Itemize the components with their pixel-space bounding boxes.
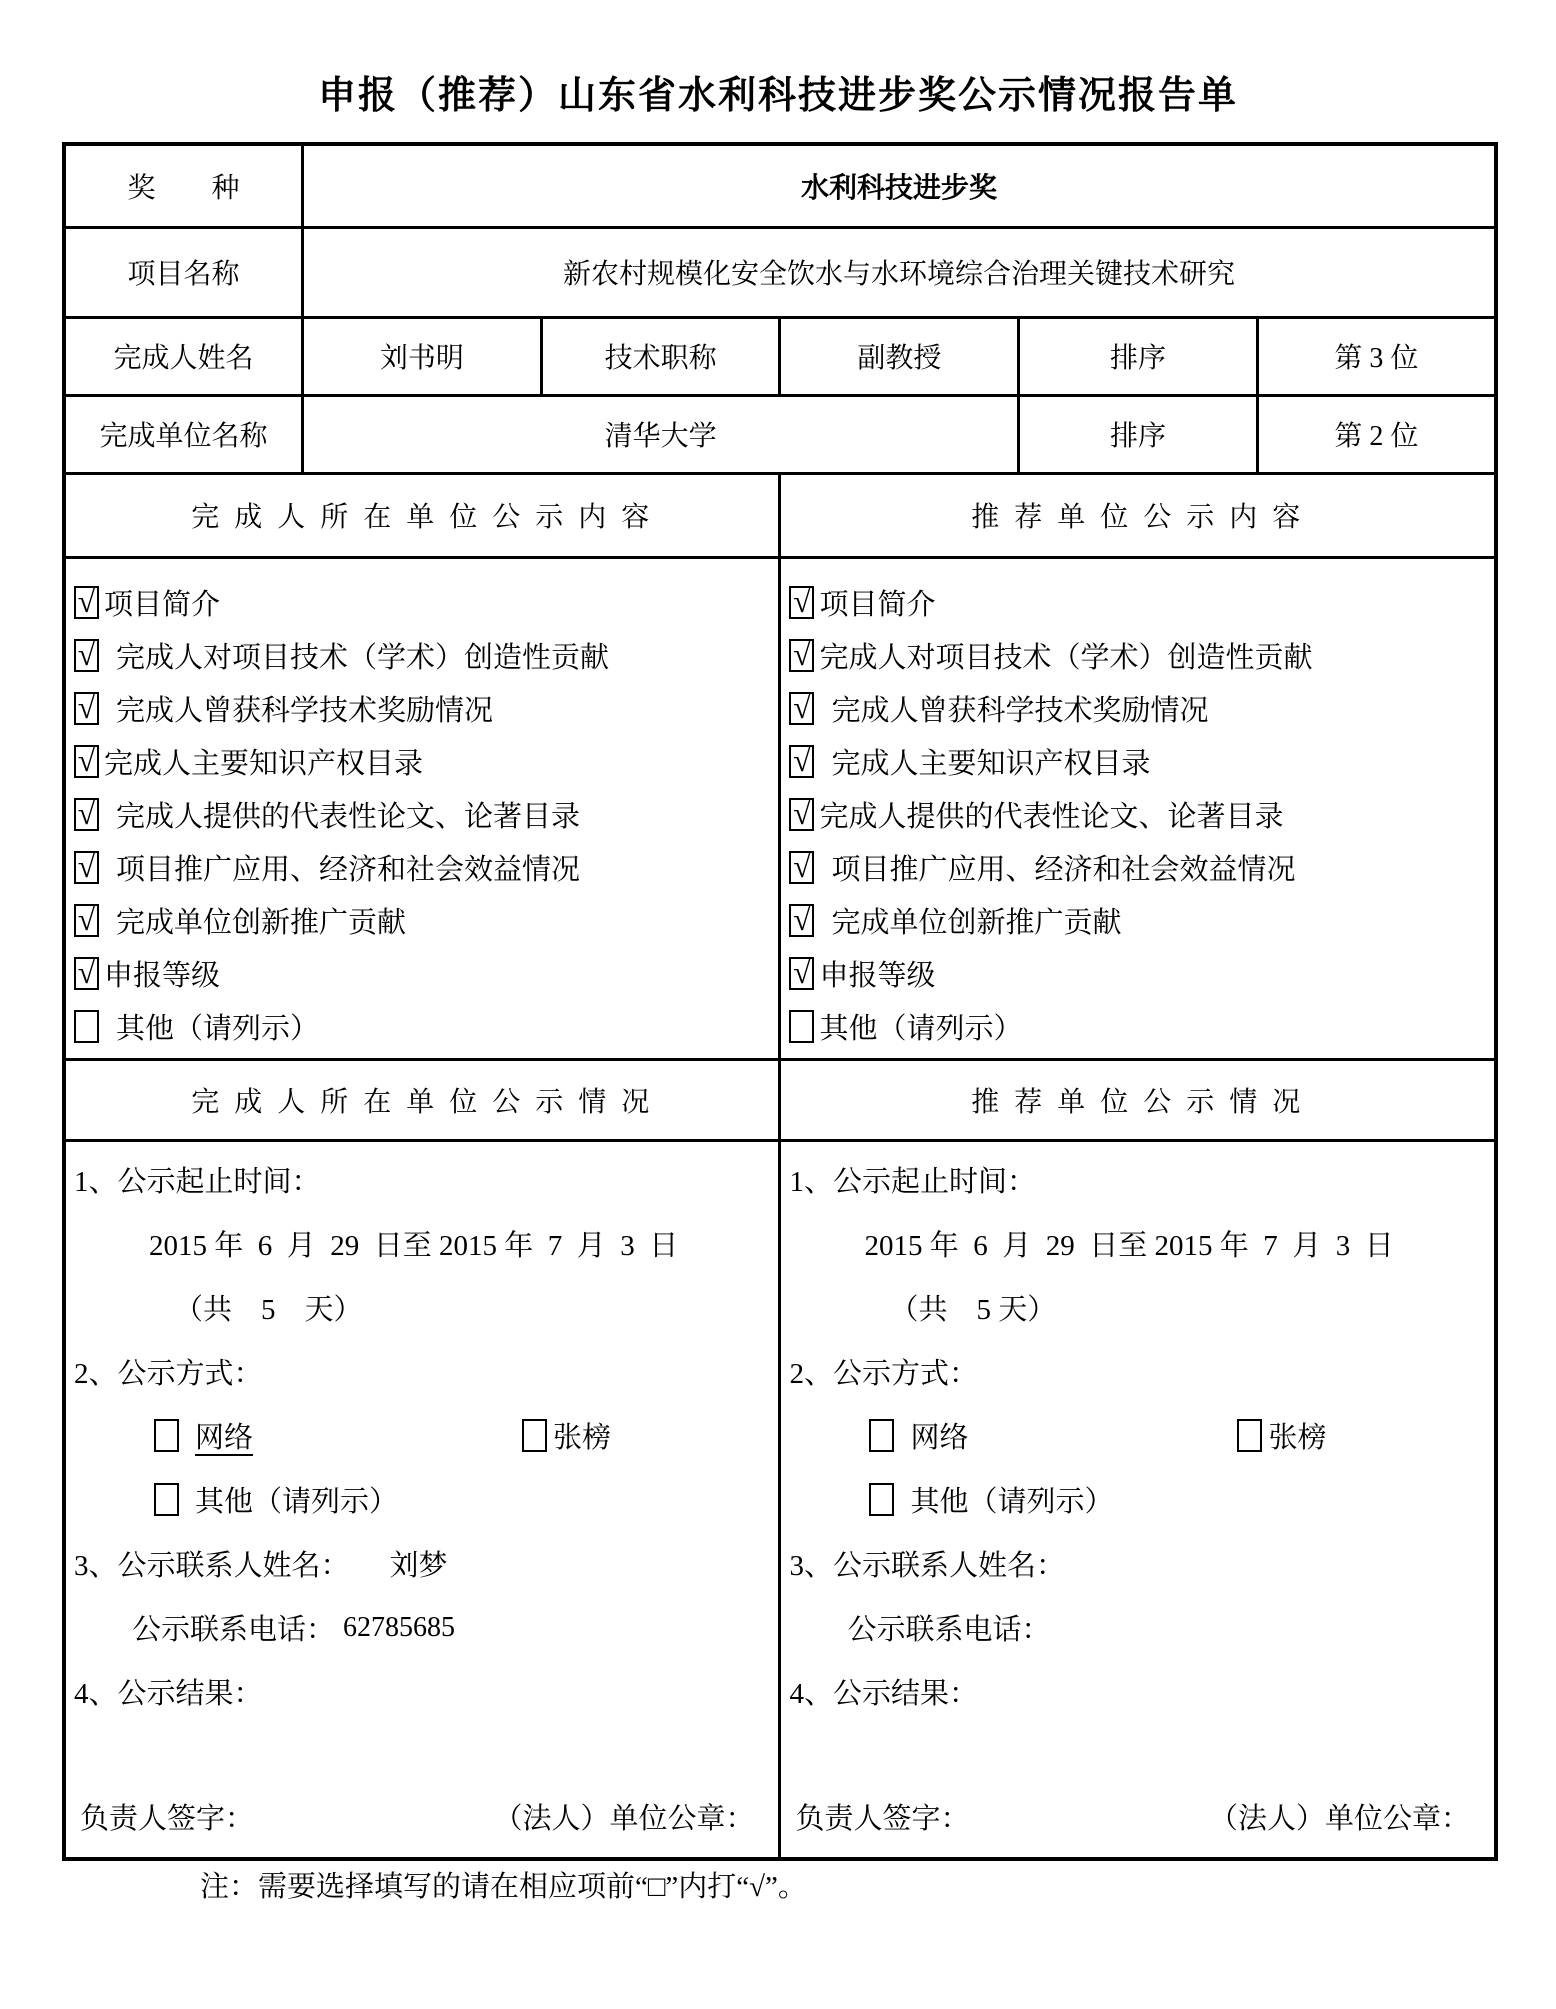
- publicity-method-options: [74, 1404, 768, 1468]
- tech-title-label: 技术职称: [541, 317, 780, 395]
- checked-checkbox-icon: [74, 636, 99, 672]
- checked-checkbox-icon: [789, 848, 814, 884]
- contact-name-label: 3、公示联系人姓名：: [74, 1550, 350, 1582]
- unit-name-value: 清华大学: [303, 395, 1019, 473]
- status-detail-row: [64, 1140, 1496, 1859]
- checked-checkbox-icon: [74, 742, 99, 778]
- other-option-label: 其他（请列示）: [195, 1486, 399, 1518]
- contact-phone-value: 62785685: [343, 1611, 456, 1643]
- completer-unit-content-header: 完 成 人 所 在 单 位 公 示 内 容: [64, 473, 780, 557]
- checklist-item-label: 项目推广应用、经济和社会效益情况: [116, 853, 581, 886]
- network-checkbox-icon: [869, 1419, 894, 1452]
- contact-name-line: [74, 1532, 768, 1596]
- publicity-method-label: 2、公示方式：: [74, 1358, 263, 1390]
- tech-title-value: 副教授: [780, 317, 1019, 395]
- contact-phone-line: [789, 1596, 1484, 1660]
- checked-checkbox-icon: [789, 954, 814, 990]
- checklist-item-label: 完成人提供的代表性论文、论著目录: [116, 800, 581, 833]
- checklist-item: [74, 576, 772, 629]
- unit-rank-label: 排序: [1019, 395, 1258, 473]
- unit-seal-label: （法人）单位公章：: [493, 1803, 755, 1835]
- award-type-value: 水利科技进步奖: [303, 144, 1496, 227]
- banner-checkbox-icon: [522, 1419, 547, 1452]
- checked-checkbox-icon: [74, 583, 99, 619]
- checked-checkbox-icon: [74, 689, 99, 725]
- unit-seal-label: （法人）单位公章：: [1208, 1803, 1470, 1835]
- checklist-item-label: 项目简介: [104, 588, 221, 621]
- checklist-item-label: 项目推广应用、经济和社会效益情况: [831, 853, 1296, 886]
- unchecked-checkbox-icon: [789, 1010, 814, 1043]
- page-title: 申报（推荐）山东省水利科技进步奖公示情况报告单: [317, 75, 1238, 117]
- checklist-item-label: 完成人曾获科学技术奖励情况: [831, 694, 1209, 727]
- check-mark: √: [77, 848, 96, 884]
- checklist-item-label: 完成人主要知识产权目录: [831, 747, 1151, 780]
- unit-rank-value: 第 2 位: [1257, 395, 1496, 473]
- unit-name-label: 完成单位名称: [64, 395, 303, 473]
- checked-checkbox-icon: [789, 742, 814, 778]
- publicity-result-label: 4、公示结果：: [74, 1678, 263, 1710]
- publicity-period-label: 1、公示起止时间：: [789, 1166, 1036, 1198]
- checklist-item: [789, 1000, 1488, 1053]
- completer-unit-checklist: [66, 564, 778, 1053]
- checklist-item: [789, 682, 1488, 735]
- check-mark: √: [793, 583, 811, 619]
- report-form-table: [62, 142, 1498, 1861]
- publicity-period-days: （共 5 天）: [889, 1294, 1057, 1326]
- checklist-item-label: 完成单位创新推广贡献: [831, 906, 1122, 939]
- checklist-item: [789, 894, 1488, 947]
- completer-name-value: 刘书明: [303, 317, 542, 395]
- check-mark: √: [77, 583, 96, 619]
- check-mark: √: [793, 689, 811, 725]
- check-mark: √: [793, 901, 811, 937]
- checked-checkbox-icon: [789, 583, 814, 619]
- checklist-item: [74, 788, 772, 841]
- check-mark: √: [793, 742, 811, 778]
- publicity-period-dates: 2015 年 6 月 29 日至 2015 年 7 月 3 日: [149, 1230, 679, 1262]
- checklist-item: [74, 682, 772, 735]
- signature-line: [74, 1787, 768, 1851]
- unit-row: [64, 395, 1496, 473]
- completer-unit-status-header: 完 成 人 所 在 单 位 公 示 情 况: [64, 1059, 780, 1140]
- check-mark: √: [77, 636, 96, 672]
- check-mark: √: [77, 742, 96, 778]
- checklist-item: [74, 1000, 772, 1053]
- check-mark: √: [793, 954, 811, 990]
- publicity-result-label: 4、公示结果：: [789, 1678, 978, 1710]
- checklist-item: [789, 576, 1488, 629]
- project-name-row: [64, 227, 1496, 317]
- checklist-item-label: 完成人曾获科学技术奖励情况: [116, 694, 494, 727]
- checklist-item: [74, 947, 772, 1000]
- contact-name-line: [789, 1532, 1484, 1596]
- checked-checkbox-icon: [74, 848, 99, 884]
- responsible-signature-label: 负责人签字：: [795, 1803, 970, 1835]
- recommender-unit-checklist-cell: [780, 557, 1496, 1059]
- recommender-unit-checklist: [781, 564, 1494, 1053]
- completer-rank-value: 第 3 位: [1257, 317, 1496, 395]
- contact-phone-label: 公示联系电话：: [847, 1614, 1051, 1646]
- completer-rank-label: 排序: [1019, 317, 1258, 395]
- check-mark: √: [77, 901, 96, 937]
- checklist-item: [74, 629, 772, 682]
- content-checklist-row: [64, 557, 1496, 1059]
- completer-unit-status-cell: [64, 1140, 780, 1859]
- checklist-item: [789, 788, 1488, 841]
- checklist-item: [789, 841, 1488, 894]
- completer-row: [64, 317, 1496, 395]
- completer-name-label: 完成人姓名: [64, 317, 303, 395]
- checklist-item: [789, 947, 1488, 1000]
- checklist-item: [74, 735, 772, 788]
- check-mark: √: [793, 795, 811, 831]
- checklist-item-label: 其他（请列示）: [116, 1012, 320, 1045]
- content-header-row: [64, 473, 1496, 557]
- checked-checkbox-icon: [74, 901, 99, 937]
- contact-phone-label: 公示联系电话：: [132, 1614, 336, 1646]
- checked-checkbox-icon: [789, 795, 814, 831]
- checklist-item-label: 完成单位创新推广贡献: [116, 906, 407, 939]
- checked-checkbox-icon: [789, 636, 814, 672]
- recommender-unit-status-header: 推 荐 单 位 公 示 情 况: [780, 1059, 1496, 1140]
- checklist-item-label: 申报等级: [104, 959, 221, 992]
- check-mark: √: [77, 954, 96, 990]
- checklist-item-label: 完成人提供的代表性论文、论著目录: [819, 800, 1284, 833]
- unchecked-checkbox-icon: [74, 1010, 99, 1043]
- checklist-item-label: 申报等级: [819, 959, 936, 992]
- checklist-item-label: 其他（请列示）: [819, 1012, 1023, 1045]
- other-checkbox-icon: [869, 1483, 894, 1516]
- checklist-item-label: 完成人对项目技术（学术）创造性贡献: [819, 641, 1313, 674]
- check-mark: √: [77, 689, 96, 725]
- contact-phone-line: [74, 1596, 768, 1660]
- check-mark: √: [793, 848, 811, 884]
- publicity-period-dates: 2015 年 6 月 29 日至 2015 年 7 月 3 日: [864, 1230, 1394, 1262]
- checklist-item: [789, 629, 1488, 682]
- publicity-period-days: （共 5 天）: [174, 1294, 363, 1326]
- check-mark: √: [793, 636, 811, 672]
- footnote: 注：需要选择填写的请在相应项前“□”内打“√”。: [200, 1871, 807, 1903]
- checklist-item-label: 项目简介: [819, 588, 936, 621]
- banner-checkbox-icon: [1237, 1419, 1262, 1452]
- checked-checkbox-icon: [74, 795, 99, 831]
- other-option-label: 其他（请列示）: [910, 1486, 1114, 1518]
- checklist-item-label: 完成人对项目技术（学术）创造性贡献: [116, 641, 610, 674]
- checklist-item: [74, 894, 772, 947]
- recommender-unit-content-header: 推 荐 单 位 公 示 内 容: [780, 473, 1496, 557]
- award-type-label: 奖 种: [64, 144, 303, 227]
- responsible-signature-label: 负责人签字：: [80, 1803, 255, 1835]
- network-option-label: 网络: [910, 1422, 969, 1454]
- checked-checkbox-icon: [789, 689, 814, 725]
- publicity-method-other: [74, 1468, 768, 1532]
- contact-name-label: 3、公示联系人姓名：: [789, 1550, 1065, 1582]
- banner-option-label: 张榜: [1268, 1422, 1327, 1454]
- network-checkbox-icon: [154, 1419, 179, 1452]
- completer-unit-checklist-cell: [64, 557, 780, 1059]
- recommender-unit-status-cell: [780, 1140, 1496, 1859]
- publicity-method-options: [789, 1404, 1484, 1468]
- check-mark: √: [77, 795, 96, 831]
- contact-name-value: 刘梦: [389, 1550, 448, 1582]
- network-option-label: 网络: [195, 1422, 254, 1454]
- publicity-method-other: [789, 1468, 1484, 1532]
- checklist-item-label: 完成人主要知识产权目录: [104, 747, 424, 780]
- checklist-item: [789, 735, 1488, 788]
- checked-checkbox-icon: [74, 954, 99, 990]
- status-header-row: [64, 1059, 1496, 1140]
- checklist-item: [74, 841, 772, 894]
- publicity-period-label: 1、公示起止时间：: [74, 1166, 321, 1198]
- project-name-label: 项目名称: [64, 227, 303, 317]
- project-name-value: 新农村规模化安全饮水与水环境综合治理关键技术研究: [303, 227, 1496, 317]
- award-type-row: [64, 144, 1496, 227]
- banner-option-label: 张榜: [553, 1422, 612, 1454]
- signature-line: [789, 1787, 1484, 1851]
- checked-checkbox-icon: [789, 901, 814, 937]
- other-checkbox-icon: [154, 1483, 179, 1516]
- publicity-method-label: 2、公示方式：: [789, 1358, 978, 1390]
